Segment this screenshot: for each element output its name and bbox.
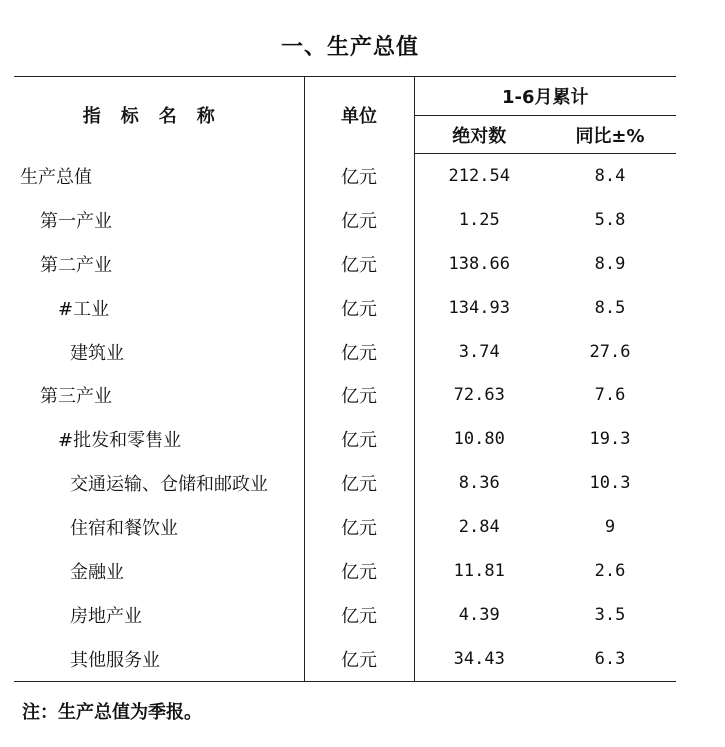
indicator-name: 金融业 [14,549,304,593]
table-row [14,593,676,637]
absolute-value: 212.54 [448,165,510,186]
unit-cell: 亿元 [304,198,414,242]
yoy-value: 5.8 [594,209,626,230]
indicator-name: 建筑业 [14,330,304,374]
indicator-name: 第三产业 [14,373,304,417]
yoy-value: 6.3 [544,637,676,681]
indicator-name: #批发和零售业 [14,417,304,461]
absolute-value: 134.93 [448,297,510,318]
gdp-table [14,76,676,682]
absolute-value: 3.74 [458,341,500,362]
yoy-value: 3.5 [594,604,626,625]
header-unit: 单位 [304,77,414,154]
table-row [14,549,676,593]
unit-cell: 亿元 [304,461,414,505]
indicator-name: 交通运输、仓储和邮政业 [14,461,304,505]
table-row [14,461,676,505]
indicator-name: 住宿和餐饮业 [14,505,304,549]
yoy-value: 8.5 [594,297,626,318]
footnote: 注：生产总值为季报。 [22,702,202,723]
table-row [14,330,676,374]
page-title: 一、生产总值 [280,35,419,60]
table-row [14,637,676,681]
header-absolute: 绝对数 [414,116,544,154]
indicator-name: 生产总值 [14,154,304,198]
unit-cell: 亿元 [304,286,414,330]
unit-cell: 亿元 [304,373,414,417]
unit-cell: 亿元 [304,154,414,198]
table-row [14,373,676,417]
absolute-value: 4.39 [458,604,500,625]
unit-cell: 亿元 [304,637,414,681]
absolute-value: 138.66 [448,253,510,274]
unit-cell: 亿元 [304,505,414,549]
table-row [14,286,676,330]
absolute-value: 8.36 [458,473,500,494]
yoy-value: 2.6 [594,560,626,581]
unit-cell: 亿元 [304,417,414,461]
header-yoy: 同比±% [544,116,676,154]
header-indicator: 指标名称 [14,77,304,154]
table-row [14,417,676,461]
absolute-value: 1.25 [458,209,500,230]
indicator-name: 第二产业 [14,242,304,286]
indicator-name: 房地产业 [14,593,304,637]
unit-cell: 亿元 [304,330,414,374]
yoy-value: 8.4 [594,165,626,186]
absolute-value: 72.63 [453,385,505,406]
yoy-value: 19.3 [589,429,631,450]
yoy-value: 8.9 [594,253,626,274]
yoy-value: 10.3 [589,473,631,494]
indicator-name: 第一产业 [14,198,304,242]
indicator-name: #工业 [14,286,304,330]
table-row [14,242,676,286]
yoy-value: 7.6 [594,385,626,406]
unit-cell: 亿元 [304,593,414,637]
table-row [14,154,676,198]
absolute-value: 2.84 [458,517,500,538]
yoy-value: 9 [604,517,616,538]
header-period: 1-6月累计 [414,77,676,116]
absolute-value: 11.81 [453,560,505,581]
unit-cell: 亿元 [304,549,414,593]
table-row [14,505,676,549]
table-row [14,198,676,242]
indicator-name: 其他服务业 [14,637,304,681]
unit-cell: 亿元 [304,242,414,286]
yoy-value: 27.6 [589,341,631,362]
absolute-value: 34.43 [414,637,544,681]
absolute-value: 10.80 [453,429,505,450]
